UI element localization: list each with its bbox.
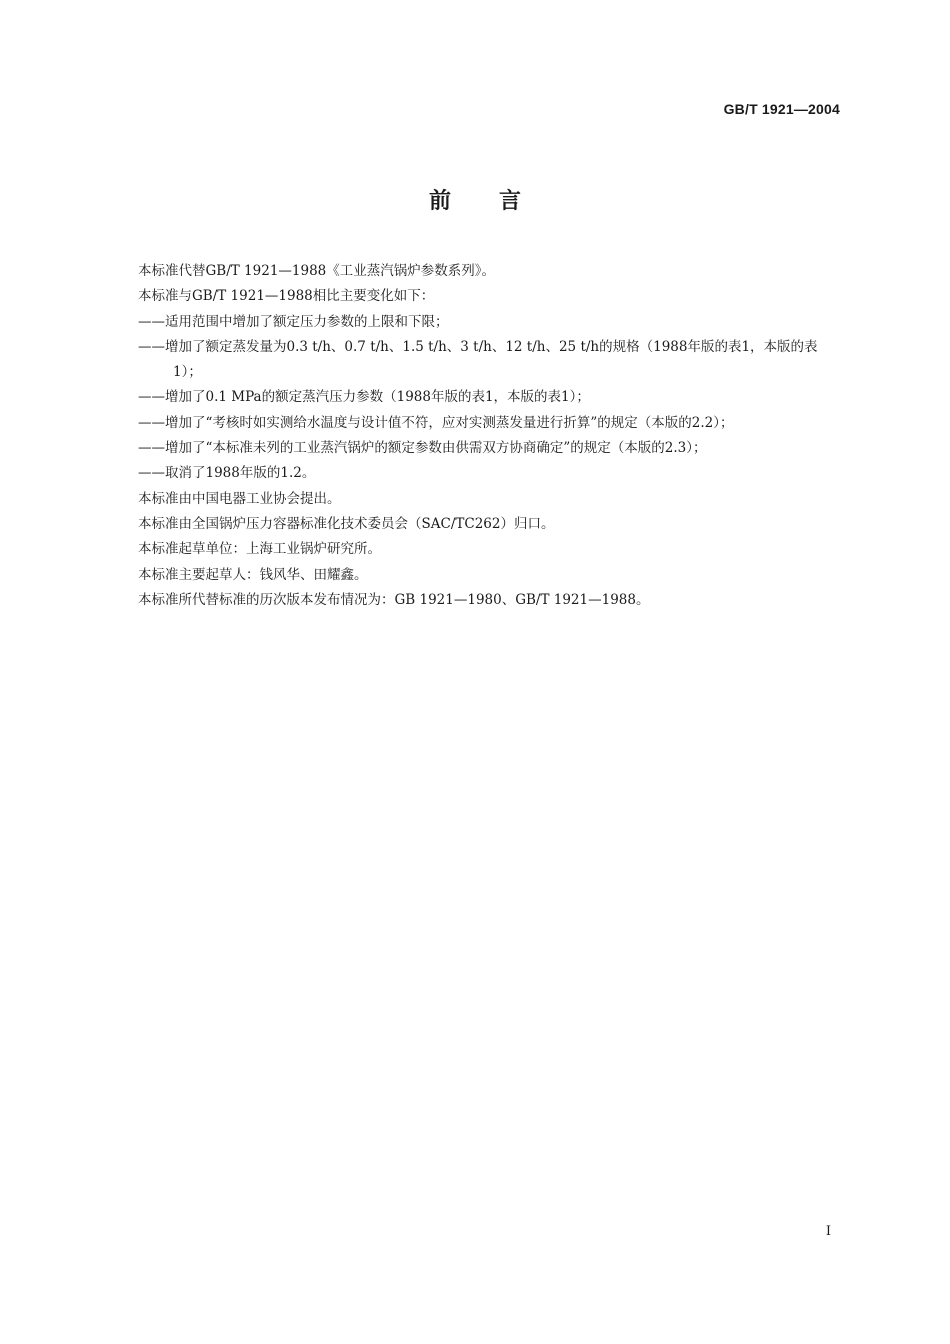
paragraph-committee: 本标准由全国锅炉压力容器标准化技术委员会（SAC/TC262）归口。 [138,515,555,532]
paragraph-replaces: 本标准代替GB/T 1921—1988《工业蒸汽锅炉参数系列》。 [138,263,496,279]
paragraph-proposer: 本标准由中国电器工业协会提出。 [138,490,341,507]
foreword-body [138,259,842,613]
change-item: ——取消了1988年版的1.2。 [138,465,316,482]
change-item: ——增加了额定蒸发量为0.3 t/h、0.7 t/h、1.5 t/h、3 t/h、12 t/h、25 t/h的规格（1988年版的表1，本版的表1）； [138,338,818,381]
page-number: I [825,1224,831,1239]
paragraph-drafting-unit: 本标准起草单位：上海工业锅炉研究所。 [138,541,381,558]
standard-number: GB/T 1921—2004 [723,101,840,117]
change-item: ——增加了“考核时如实测给水温度与设计值不符，应对实测蒸发量进行折算”的规定（本版的2.2）； [138,414,734,431]
page-title: 前言 [428,189,569,214]
paragraph-history: 本标准所代替标准的历次版本发布情况为：GB 1921—1980、GB/T 1921—1988。 [138,591,650,608]
change-item: ——增加了“本标准未列的工业蒸汽锅炉的额定参数由供需双方协商确定”的规定（本版的2.3）； [138,440,707,457]
paragraph-drafters: 本标准主要起草人：钱风华、田耀鑫。 [138,566,368,583]
change-item: ——适用范围中增加了额定压力参数的上限和下限； [138,313,449,330]
change-item: ——增加了0.1 MPa的额定蒸汽压力参数（1988年版的表1，本版的表1）； [138,389,590,406]
paragraph-changes-intro: 本标准与GB/T 1921—1988相比主要变化如下： [138,288,435,305]
